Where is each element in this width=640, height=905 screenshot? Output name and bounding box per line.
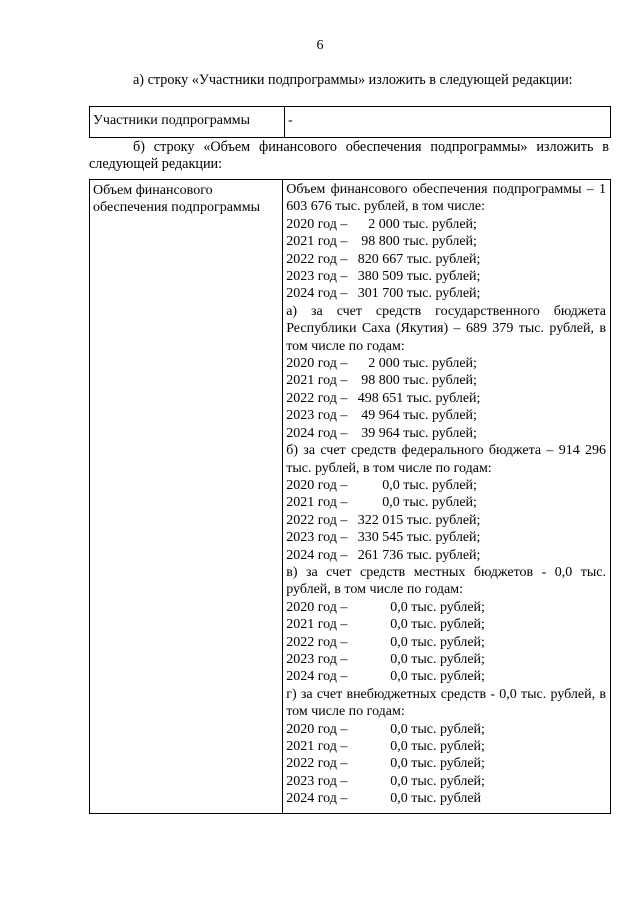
amount-value: 0,0 тыс. рублей; [390, 634, 485, 650]
year-amount-line [286, 372, 606, 389]
amount-value: 0,0 тыс. рублей; [390, 773, 485, 789]
year-amount-line [286, 268, 606, 285]
amount-value: 820 667 тыс. рублей; [354, 251, 481, 267]
amount-value: 301 700 тыс. рублей; [354, 286, 481, 302]
amount-value: 330 545 тыс. рублей; [354, 530, 481, 546]
amount-value: 0,0 тыс. рублей; [390, 669, 485, 685]
year-amount-line [286, 529, 606, 546]
amount-value: 0,0 тыс. рублей; [354, 477, 477, 493]
year-amount-line [286, 477, 606, 494]
participants-label: Участники подпрограммы [90, 107, 285, 138]
year-amount-line [286, 494, 606, 511]
year-amount-line [286, 425, 606, 442]
year-amount-line [286, 668, 606, 685]
lines-a [286, 355, 606, 442]
year-label: 2024 год – [286, 791, 348, 807]
year-label: 2023 год – [286, 651, 348, 667]
lines-d [286, 721, 606, 808]
amount-value: 98 800 тыс. рублей; [354, 373, 477, 389]
year-label: 2022 год – [286, 756, 348, 772]
section-b: б) за счет средств федерального бюджета – 914 296 тыс. рублей, в том числе по годам: [286, 443, 606, 476]
amount-value: 0,0 тыс. рублей; [390, 617, 485, 633]
year-label: 2022 год – [286, 634, 348, 650]
funding-label: Объем финансового обеспечения подпрограммы [90, 180, 283, 814]
year-amount-line [286, 390, 606, 407]
amount-value: 49 964 тыс. рублей; [354, 408, 477, 424]
year-label: 2023 год – [286, 773, 348, 789]
amount-value: 498 651 тыс. рублей; [354, 390, 481, 406]
amount-value: 0,0 тыс. рублей; [354, 495, 477, 511]
year-amount-line [286, 721, 606, 738]
year-label: 2021 год – [286, 495, 348, 511]
year-label: 2021 год – [286, 373, 348, 389]
amount-value: 0,0 тыс. рублей [390, 791, 482, 807]
section-d: г) за счет внебюджетных средств - 0,0 тыс. рублей, в том числе по годам: [286, 686, 606, 720]
amount-value: 0,0 тыс. рублей; [390, 651, 485, 667]
year-label: 2020 год – [286, 356, 348, 372]
table-row [90, 180, 611, 814]
amount-value: 0,0 тыс. рублей; [390, 599, 485, 615]
year-amount-line [286, 738, 606, 755]
amount-value: 0,0 тыс. рублей; [390, 739, 485, 754]
year-amount-line [286, 355, 606, 372]
year-label: 2021 год – [286, 234, 348, 250]
year-amount-line [286, 547, 606, 564]
year-amount-line [286, 216, 606, 233]
section-a: а) за счет средств государственного бюджета Республики Саха (Якутия) – 689 379 тыс. рублей, в том числе по годам: [286, 303, 606, 354]
total-lines [286, 216, 606, 303]
amount-value: 0,0 тыс. рублей; [390, 721, 485, 737]
year-amount-line [286, 233, 606, 250]
page-number: 6 [316, 38, 324, 53]
funding-intro: Объем финансового обеспечения подпрограммы – 1 603 676 тыс. рублей, в том числе: [286, 182, 606, 215]
year-amount-line [286, 616, 606, 633]
year-label: 2024 год – [286, 669, 348, 685]
participants-table [89, 106, 611, 138]
lines-b [286, 477, 606, 564]
year-amount-line [286, 599, 606, 616]
year-label: 2022 год – [286, 251, 348, 267]
year-label: 2023 год – [286, 530, 348, 546]
year-amount-line [286, 512, 606, 529]
table-row [90, 107, 611, 138]
amount-value: 2 000 тыс. рублей; [354, 216, 477, 232]
year-label: 2024 год – [286, 425, 348, 441]
lines-c [286, 599, 606, 686]
year-label: 2020 год – [286, 477, 348, 493]
paragraph-a: а) строку «Участники подпрограммы» изложить в следующей редакции: [133, 72, 573, 88]
year-label: 2023 год – [286, 408, 348, 424]
amount-value: 261 736 тыс. рублей; [354, 547, 481, 563]
year-amount-line [286, 285, 606, 302]
year-label: 2020 год – [286, 216, 348, 232]
amount-value: 322 015 тыс. рублей; [354, 512, 481, 528]
amount-value: 0,0 тыс. рублей; [390, 756, 485, 772]
year-amount-line [286, 755, 606, 772]
year-amount-line [286, 407, 606, 424]
year-label: 2022 год – [286, 390, 348, 406]
paragraph-b: б) строку «Объем финансового обеспечения подпрограммы» изложить в следующей редакции: [89, 139, 609, 172]
year-label: 2022 год – [286, 512, 348, 528]
year-amount-line [286, 790, 606, 807]
amount-value: 98 800 тыс. рублей; [354, 234, 477, 250]
amount-value: 380 509 тыс. рублей; [354, 269, 481, 285]
year-amount-line [286, 251, 606, 268]
year-label: 2020 год – [286, 599, 348, 615]
amount-value: 2 000 тыс. рублей; [354, 356, 477, 372]
section-c: в) за счет средств местных бюджетов - 0,0 тыс. рублей, в том числе по годам: [286, 564, 606, 598]
amount-value: 39 964 тыс. рублей; [354, 425, 477, 441]
year-label: 2023 год – [286, 269, 348, 285]
participants-value: - [285, 107, 611, 138]
year-label: 2021 год – [286, 739, 348, 754]
year-amount-line [286, 651, 606, 668]
funding-table [89, 179, 611, 814]
year-label: 2024 год – [286, 286, 348, 302]
year-label: 2024 год – [286, 547, 348, 563]
year-amount-line [286, 634, 606, 651]
year-label: 2020 год – [286, 721, 348, 737]
funding-details [283, 180, 611, 814]
year-amount-line [286, 773, 606, 790]
year-label: 2021 год – [286, 617, 348, 633]
